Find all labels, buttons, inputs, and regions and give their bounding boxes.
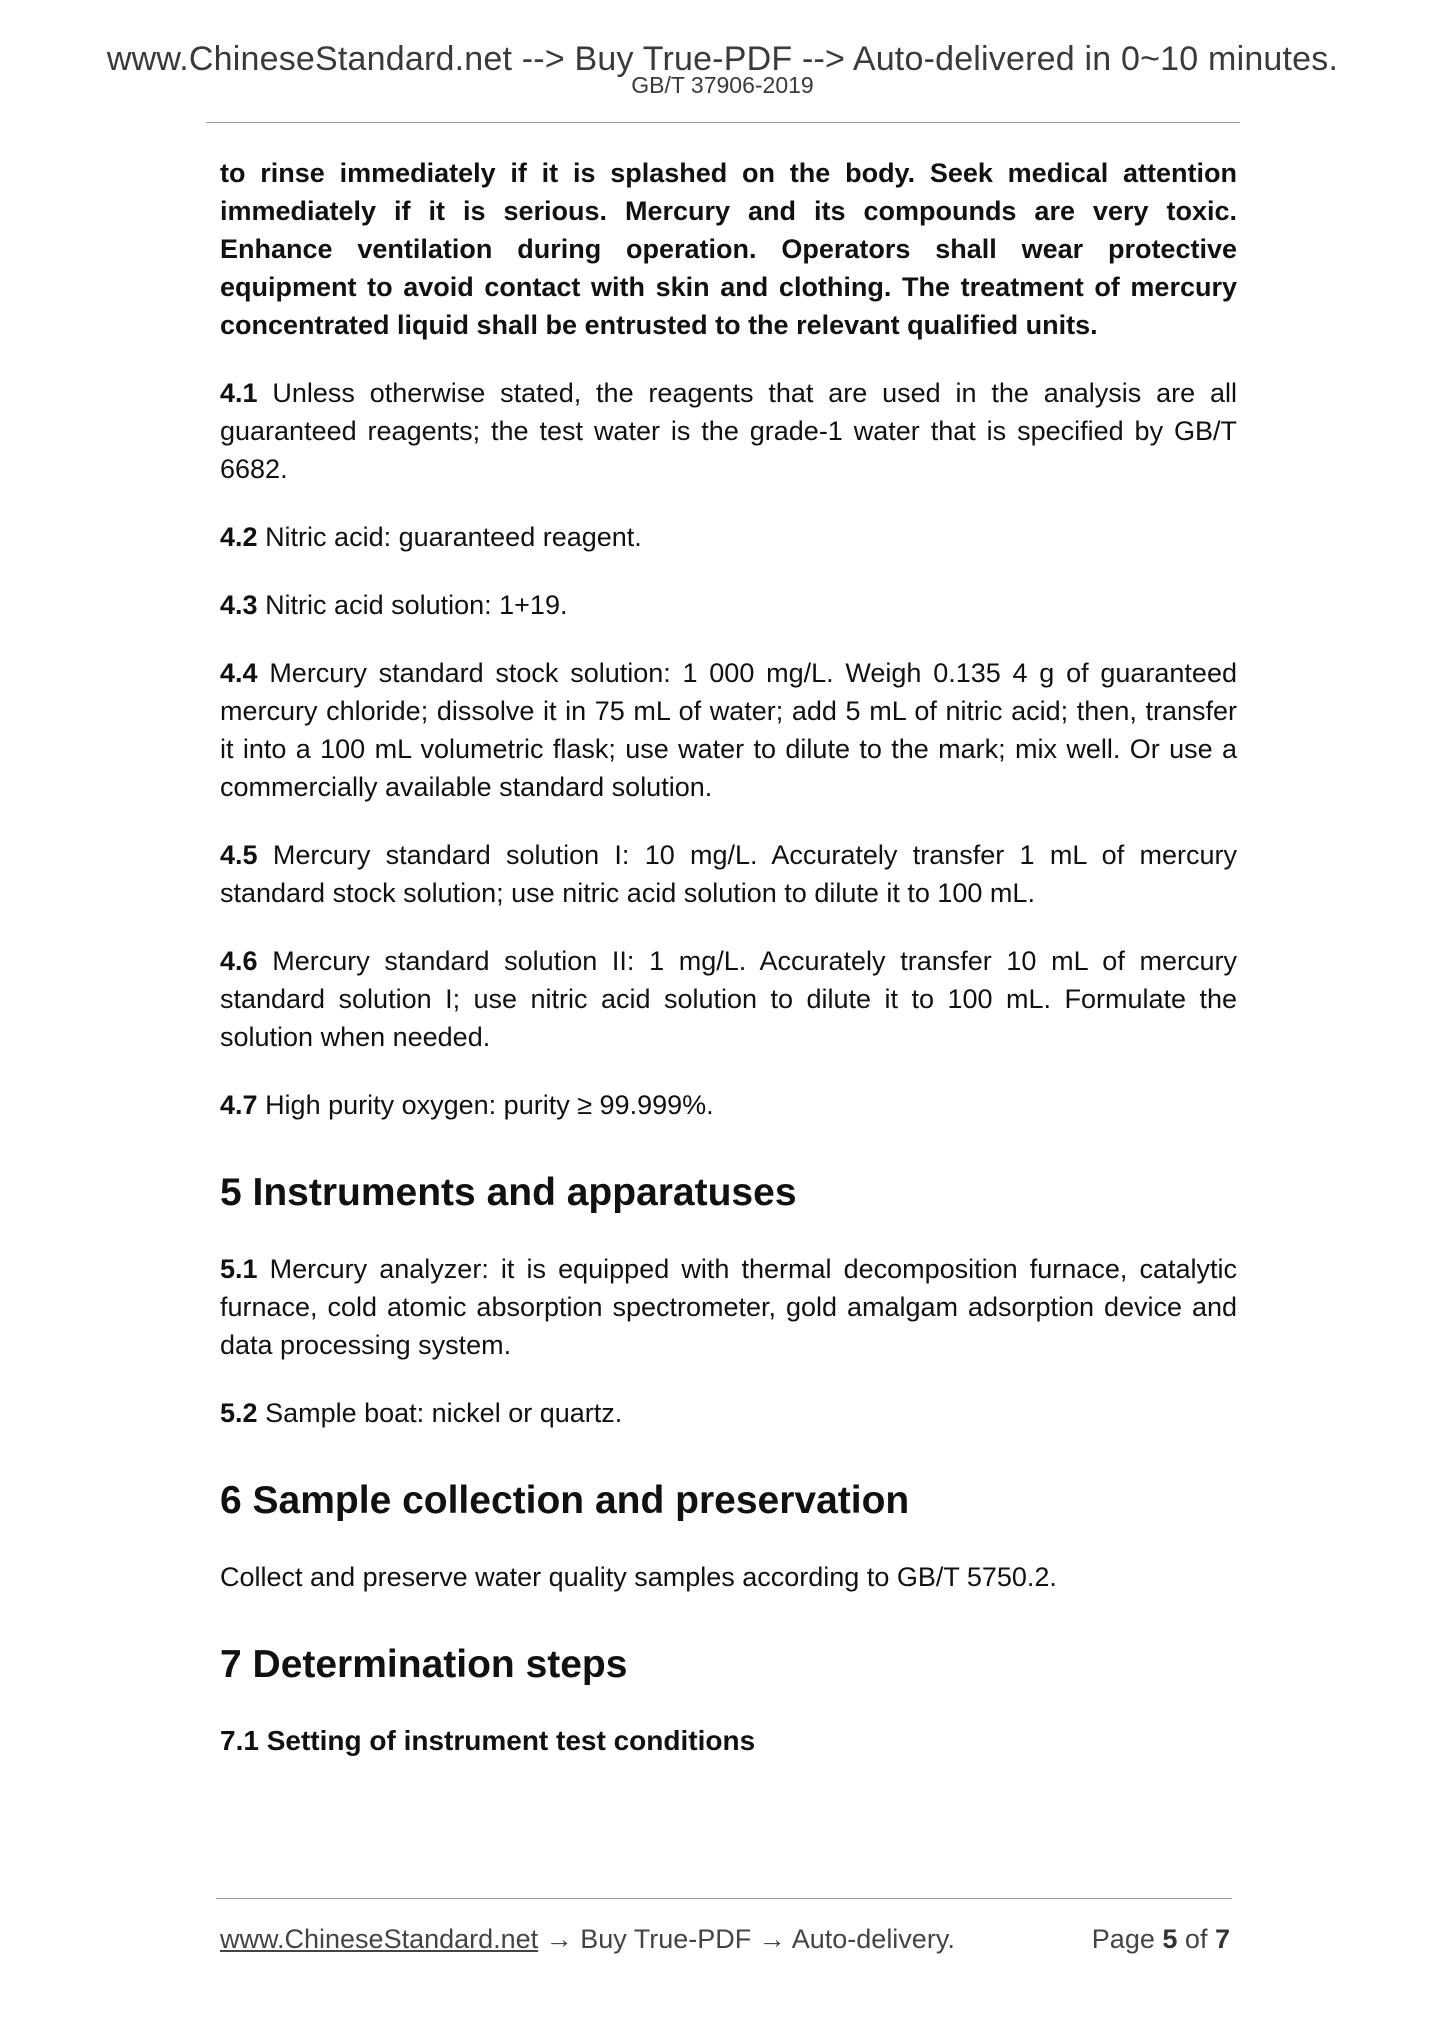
section-6-text: Collect and preserve water quality samples according to GB/T 5750.2.	[220, 1562, 1057, 1592]
page-label: Page	[1091, 1924, 1155, 1954]
clause-4-2	[220, 518, 1237, 556]
site-banner[interactable]: www.ChineseStandard.net --> Buy True-PDF --> Auto-delivered in 0~10 minutes.	[106, 40, 1339, 78]
clause-5-2	[220, 1394, 1237, 1432]
footer-tagline: → Buy True-PDF → Auto-delivery.	[538, 1924, 955, 1954]
footer-divider	[216, 1898, 1232, 1899]
clause-4-4	[220, 654, 1237, 806]
header-divider	[206, 122, 1240, 123]
safety-note: to rinse immediately if it is splashed on the body. Seek medical attention immediately if it is serious. Mercury and its compounds are very toxic. Enhance ventilation during operation. Operators shall wear protective equipment to avoid contact with skin and clothing. The treatment of mercury concentrated liquid shall be entrusted to the relevant qualified units.	[220, 158, 1237, 340]
clause-number: 4.3	[220, 590, 258, 620]
clause-number: 5.1	[220, 1254, 258, 1284]
clause-4-3	[220, 586, 1237, 624]
clause-5-1	[220, 1250, 1237, 1364]
clause-number: 4.2	[220, 522, 258, 552]
page-content	[220, 154, 1237, 1760]
clause-text: Sample boat: nickel or quartz.	[265, 1398, 623, 1428]
clause-text: Mercury standard stock solution: 1 000 mg/L. Weigh 0.135 4 g of guaranteed mercury chloride; dissolve it in 75 mL of water; add 5 mL of nitric acid; then, transfer it into a 100 mL volumetric flask; use water to dilute to the mark; mix well. Or use a commercially available standard solution.	[220, 658, 1237, 802]
page-total: 7	[1214, 1924, 1230, 1954]
page-footer	[220, 1921, 1230, 1957]
clause-number: 5.2	[220, 1398, 258, 1428]
clause-4-5	[220, 836, 1237, 912]
clause-number: 4.1	[220, 378, 258, 408]
footer-site-link[interactable]: www.ChineseStandard.net	[220, 1924, 539, 1954]
clause-text: Mercury standard solution II: 1 mg/L. Accurately transfer 10 mL of mercury standard solution I; use nitric acid solution to dilute it to 100 mL. Formulate the solution when needed.	[220, 946, 1237, 1052]
clause-text: Mercury standard solution I: 10 mg/L. Accurately transfer 1 mL of mercury standard stock solution; use nitric acid solution to dilute it to 100 mL.	[220, 840, 1237, 908]
standard-code: GB/T 37906-2019	[631, 72, 814, 98]
clause-4-6	[220, 942, 1237, 1056]
clause-4-7	[220, 1086, 1237, 1124]
page-indicator	[1092, 1921, 1230, 1957]
clause-number: 4.4	[220, 658, 258, 688]
page-current: 5	[1162, 1924, 1178, 1954]
clause-number: 4.7	[220, 1090, 258, 1120]
clause-text: Mercury analyzer: it is equipped with thermal decomposition furnace, catalytic furnace, cold atomic absorption spectrometer, gold amalgam adsorption device and data processing system.	[220, 1254, 1237, 1360]
section-7-heading: 7 Determination steps	[220, 1643, 628, 1686]
clause-number: 4.5	[220, 840, 258, 870]
page-of-label: of	[1184, 1924, 1208, 1954]
clause-text: High purity oxygen: purity ≥ 99.999%.	[265, 1090, 714, 1120]
clause-text: Unless otherwise stated, the reagents that are used in the analysis are all guaranteed reagents; the test water is the grade-1 water that is specified by GB/T 6682.	[220, 378, 1237, 484]
subsection-7-1-heading: 7.1 Setting of instrument test conditions	[220, 1725, 756, 1756]
section-5-heading: 5 Instruments and apparatuses	[220, 1171, 797, 1214]
clause-text: Nitric acid solution: 1+19.	[265, 590, 568, 620]
clause-number: 4.6	[220, 946, 258, 976]
clause-text: Nitric acid: guaranteed reagent.	[265, 522, 642, 552]
section-6-heading: 6 Sample collection and preservation	[220, 1479, 910, 1522]
clause-4-1	[220, 374, 1237, 488]
